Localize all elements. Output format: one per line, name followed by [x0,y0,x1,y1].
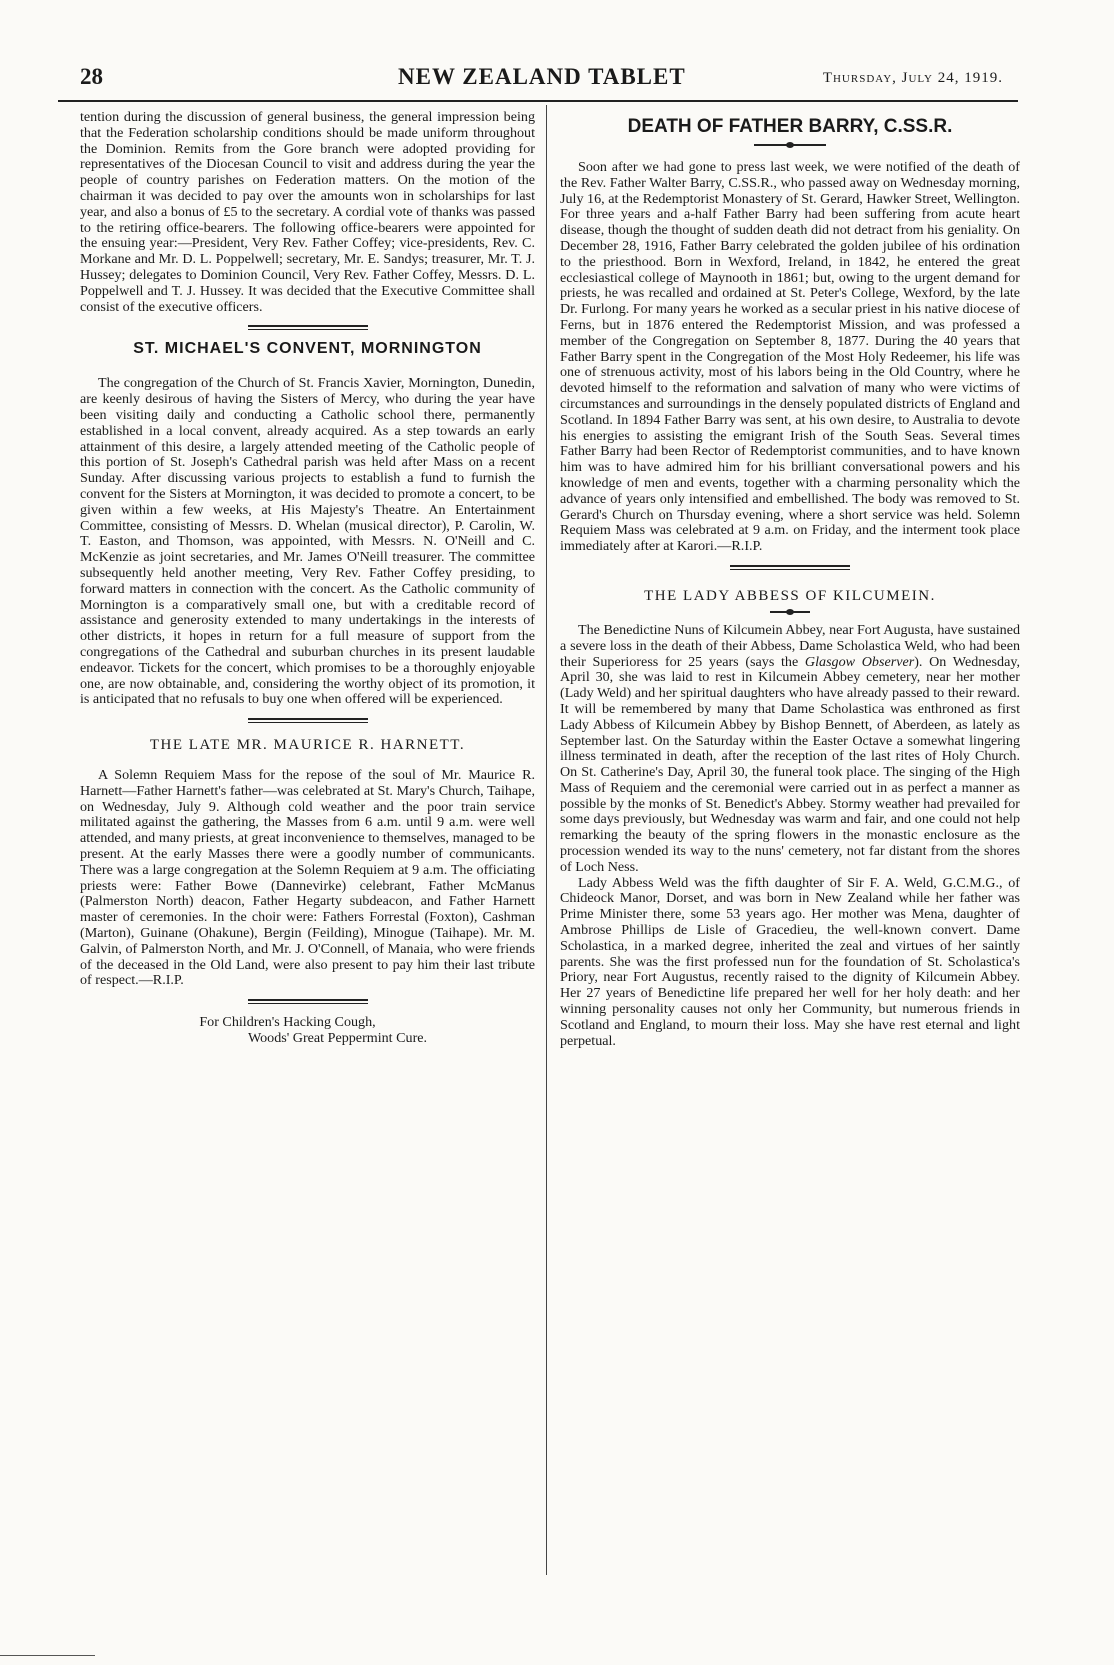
abbess-text-b: ). On Wednesday, April 30, she was laid to rest in Kilcumein Abbey cemetery, near her mother (Lady Weld) and her spiritual daughters who have already passed to their reward. It will be remembered by many that Dame Scholastica was enthroned as first Lady Abbess of Kilcumein Abbey by Bishop Bennett, of Aberdeen, as lately as September last. On the Saturday within the Easter Octave a somewhat lingering illness terminated in death, after the reception of the last rites of Holy Church. On St. Catherine's Day, April 30, the funeral took place. The singing of the High Mass of Requiem and the ceremonial were carried out in as perfect a manner as possible by the monks of St. Benedict's Abbey. Stormy weather had prevailed for some days previously, but Wednesday was warm and fair, and one could not help remarking the beauty of the spring flowers in the monastic enclosure as the procession wended its way to the nuns' cemetery, not far distant from the shores of Loch Ness. [560,653,1020,875]
section-separator [248,325,368,330]
column-divider [546,105,547,1575]
advertisement [80,1014,535,1046]
page-header [58,62,1018,94]
ad-line-1: For Children's Hacking Cough, [199,1014,376,1031]
section-separator [248,999,368,1004]
abbess-text-a: The Benedictine Nuns of Kilcumein Abbey, near Fort Augusta, have sustained a severe loss in the death of their Abbess, Dame Scholastica Weld, who had been their Superioress for 25 years (says the [560,621,1020,670]
abbess-body-1 [560,623,1020,876]
federation-continuation: tention during the discussion of general business, the general impression being that the Federation scholarship conditions should be made uniform throughout the Dominion. Remits from the Gore branch were adopted providing for representatives of the Diocesan Council to visit and address during the year the people of country parishes on Federation matters. On the motion of the chairman it was decided to pay over the amounts won in scholarships for last year, and also a bonus of £5 to the secretary. A cordial vote of thanks was passed to the retiring office-bearers. The following office-bearers were appointed for the ensuing year:—President, Very Rev. Father Coffey; vice-presidents, Rev. C. Morkane and Mr. D. L. Poppelwell; secretary, Mr. E. Sandys; treasurer, Mr. T. J. Hussey; delegates to Dominion Council, Very Rev. Father Coffey, Messrs. D. L. Poppelwell and T. J. Hussey. It was decided that the Executive Committee shall consist of the executive officers. [80,109,535,315]
abbess-source-citation: Glasgow Observer [804,653,915,670]
heading-ornament [754,142,826,148]
section-separator [248,718,368,723]
harnett-heading: THE LATE MR. MAURICE R. HARNETT. [149,737,466,754]
ad-line-2: Woods' Great Peppermint Cure. [247,1030,428,1047]
section-separator [730,565,850,570]
michael-convent-body: The congregation of the Church of St. Francis Xavier, Mornington, Dunedin, are keenly desirous of having the Sisters of Mercy, who during the year have been visiting daily and conducting a Catholic school there, permanently established in a local convent, already acquired. As a step towards an early attainment of this desire, a largely attended meeting of the Catholic people of this portion of St. Joseph's Cathedral parish was held after Mass on a recent Sunday. After discussing various projects to establish a fund to furnish the convent for the Sisters at Mornington, it was decided to promote a concert, to be given within a few weeks, at His Majesty's Theatre. An Entertainment Committee, consisting of Messrs. D. Whelan (musical director), P. Carolin, W. T. Easton, and Thomson, was appointed, with Messrs. N. O'Neill and C. McKenzie as joint secretaries, and Mr. James O'Neill treasurer. The committee subsequently held another meeting, Very Rev. Father Coffey presiding, to forward matters in connection with the concert. As the Catholic community of Mornington is a comparatively small one, but with a creditable record of assistance and generosity extended to many undertakings in the interests of other districts, it hopes in return for a full measure of support from the congregations of the Cathedral and suburban churches in its present laudable endeavor. Tickets for the concert, which promises to be a thoroughly enjoyable one, are now obtainable, and, considering the worthy object of its promotion, it is anticipated that no refusals to buy one when offered will be experienced. [80,375,535,708]
bottom-rule [0,1655,95,1656]
barry-heading: DEATH OF FATHER BARRY, C.SS.R. [627,116,953,137]
heading-ornament [770,609,810,615]
abbess-heading: THE LADY ABBESS OF KILCUMEIN. [644,587,936,604]
barry-body: Soon after we had gone to press last week, we were notified of the death of the Rev. Father Walter Barry, C.SS.R., who passed away on Wednesday morning, July 16, at the Redemptorist Monastery of St. Gerard, Hawker Street, Wellington. For three years and a-half Father Barry had been suffering from acute heart disease, though the thought of sudden death did not detract from his geniality. On December 28, 1916, Father Barry celebrated the golden jubilee of his ordination to the priesthood. Born in Wexford, Ireland, in 1842, he entered the great ecclesiastical college of Maynooth in 1861; but, owing to the urgent demand for priests, he was recalled and ordained at St. Peter's College, Wexford, by the late Dr. Furlong. For many years he worked as a secular priest in his native diocese of Ferns, but in 1876 entered the Redemptorist Mission, and was professed a member of the Congregation on September 8, 1877. During the 40 years that Father Barry spent in the Congregation of the Most Holy Redeemer, his life was one of strenuous activity, most of his labors being in the Old Country, where he devoted himself to the reformation and salvation of many who were victims of circumstances and surroundings in the densely populated districts of England and Scotland. In 1894 Father Barry was sent, at his own desire, to Australia to devote his energies to assisting the emigrant Irish of the South Seas. Several times Father Barry had been Rector of Redemptorist communities, and to have known him was to have admired him for his brilliant conversational powers and his knowledge of men and events, together with a charming personality which the advance of years only intensified and embellished. The body was removed to St. Gerard's Church on Thursday evening, where a short service was held. Solemn Requiem Mass was celebrated at 9 a.m. on Friday, and the interment took place immediately after at Karori.—R.I.P. [560,159,1020,555]
michael-convent-heading: ST. MICHAEL'S CONVENT, MORNINGTON [133,340,482,358]
issue-date: Thursday, July 24, 1919. [822,70,1003,86]
header-rule [58,100,1018,102]
masthead-title: NEW ZEALAND TABLET [398,64,686,89]
harnett-body: A Solemn Requiem Mass for the repose of the soul of Mr. Maurice R. Harnett—Father Harnett's father—was celebrated at St. Mary's Church, Taihape, on Wednesday, July 9. Although cold weather and the poor train service militated against the gathering, the Masses from 6 a.m. until 9 a.m. were well attended, and many priests, at great inconvenience to themselves, managed to be present. At the early Masses there were a goodly number of communicants. There was a large congregation at the Solemn Requiem at 9 a.m. The officiating priests were: Father Bowe (Dannevirke) celebrant, Father McManus (Palmerston North) deacon, Father Hegarty subdeacon, and Father Harnett master of ceremonies. In the choir were: Fathers Forrestal (Foxton), Cashman (Marton), Guinane (Ohakune), Bergin (Feilding), Minogue (Taihape). Mr. M. Galvin, of Palmerston North, and Mr. J. O'Connell, of Manaia, who were friends of the deceased in the Old Land, were also present to pay him their last tribute of respect.—R.I.P. [80,767,535,989]
abbess-body-2: Lady Abbess Weld was the fifth daughter of Sir F. A. Weld, G.C.M.G., of Chideock Manor, Dorset, and was born in New Zealand while her father was Prime Minister there, some 53 years ago. Her mother was Mena, daughter of Ambrose Phillips de Lisle of Gracedieu, the well-known convert. Dame Scholastica, in a marked degree, inherited the zeal and virtues of her saintly parents. She was the first professed nun for the foundation of St. Scholastica's Priory, near Fort Augustus, recently raised to the dignity of Kilcumein Abbey. Her 27 years of Benedictine life prepared her well for her holy death: and her winning personality causes not only her Community, but numerous friends in Scotland and England, to mourn their loss. May she have rest eternal and light perpetual. [560,874,1020,1049]
left-column [80,110,535,1046]
page-number: 28 [80,64,103,89]
right-column [560,110,1020,1049]
